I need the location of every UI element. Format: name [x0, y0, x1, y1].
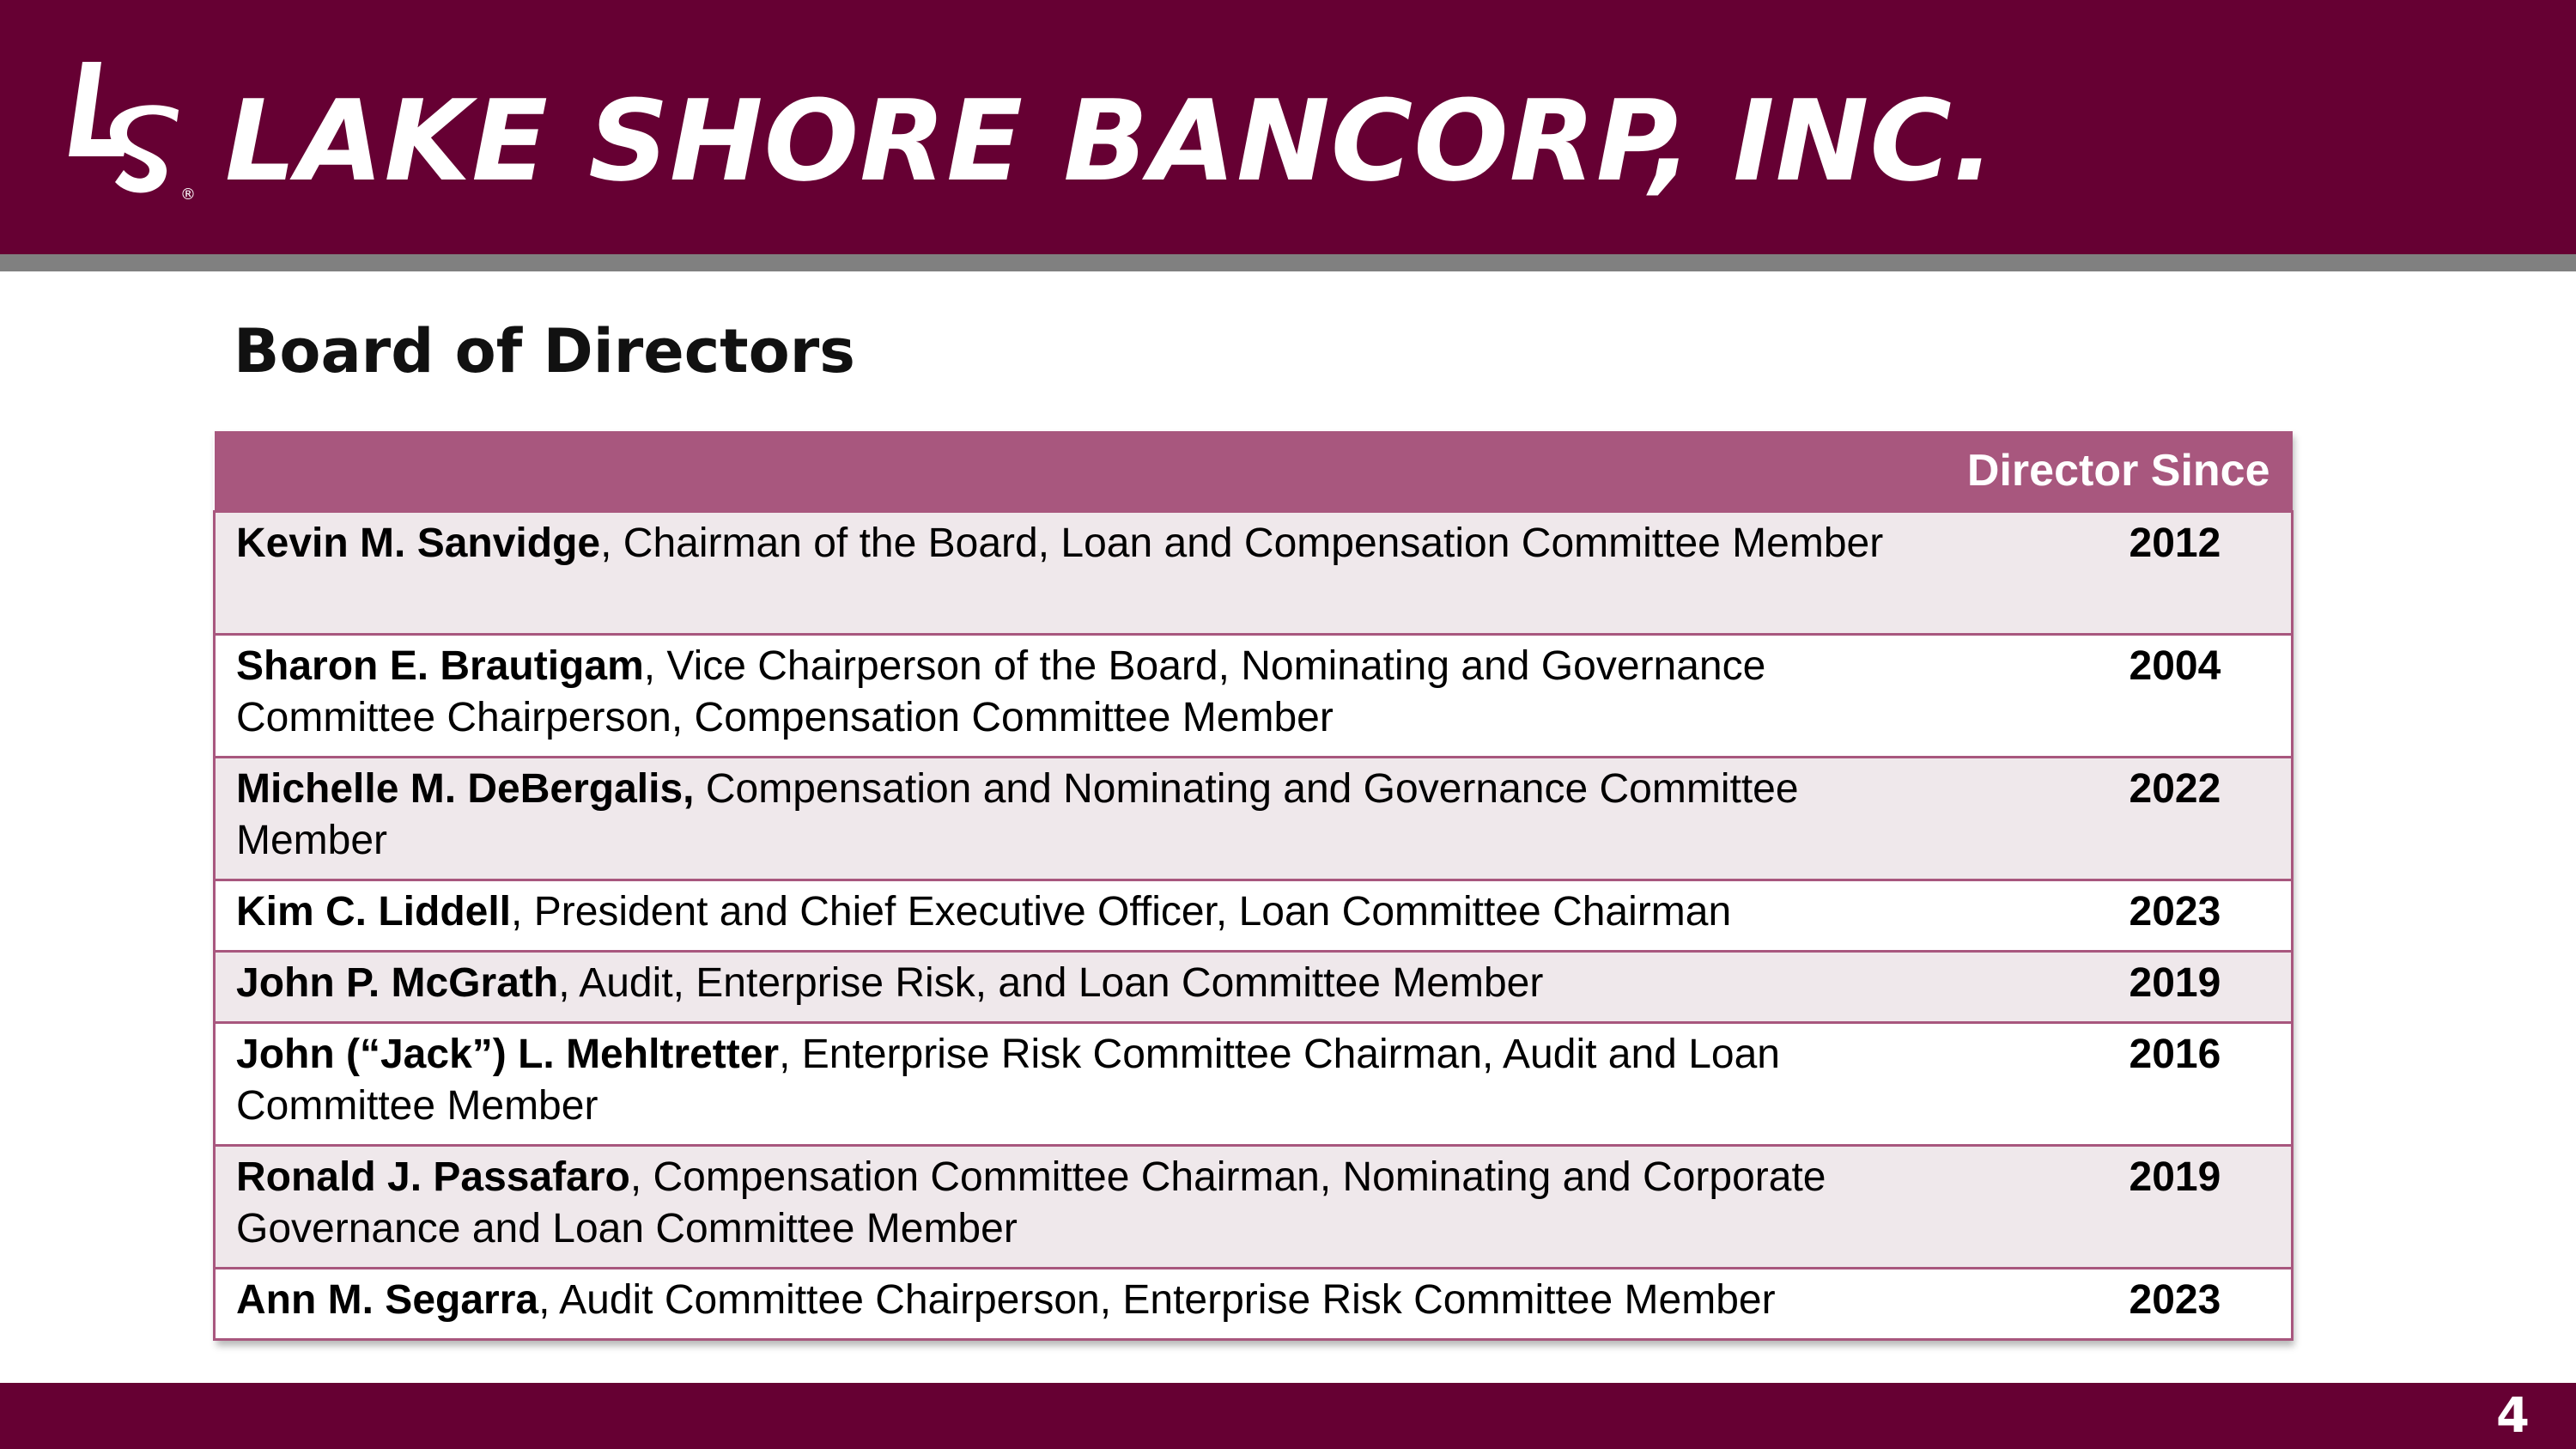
director-roles: , Audit Committee Chairperson, Enterprise Risk Committee Member	[538, 1277, 1776, 1323]
column-header-director-since: Director Since	[1932, 431, 2293, 512]
directors-table	[213, 431, 2291, 1341]
director-cell	[215, 758, 1932, 880]
director-roles: , Chairman of the Board, Loan and Compensation Committee Member	[600, 521, 1884, 566]
director-roles: , Compensation Committee Chairman, Nominating and Corporate Governance and Loan Committee Member	[236, 1154, 1826, 1251]
table-row	[215, 880, 2293, 952]
director-cell	[215, 512, 1932, 635]
director-since-cell	[1932, 512, 2293, 635]
director-since-cell	[1932, 635, 2293, 758]
director-since-year: 2012	[2129, 521, 2221, 566]
director-since-year: 2019	[2129, 1154, 2221, 1200]
table-row	[215, 512, 2293, 635]
director-roles: , Vice Chairperson of the Board, Nominating and Governance Committee Chairperson, Compensation Committee Member	[236, 643, 1766, 740]
director-cell	[215, 880, 1932, 952]
director-since-cell	[1932, 952, 2293, 1023]
director-name: Ann M. Segarra	[236, 1277, 539, 1323]
company-name: LAKE SHORE BANCORP, INC.	[225, 76, 1996, 206]
table-row	[215, 758, 2293, 880]
director-roles: , President and Chief Executive Officer, Loan Committee Chairman	[511, 889, 1732, 935]
director-since-year: 2016	[2129, 1032, 2221, 1077]
table-row	[215, 1023, 2293, 1146]
column-header-name	[215, 431, 1932, 512]
director-cell	[215, 1023, 1932, 1146]
director-name: Michelle M. DeBergalis,	[236, 766, 695, 812]
footer-bar	[0, 1383, 2576, 1449]
page-number: 4	[2496, 1388, 2530, 1444]
director-roles: , Audit, Enterprise Risk, and Loan Committee Member	[558, 960, 1544, 1006]
director-since-cell	[1932, 758, 2293, 880]
director-since-year: 2019	[2129, 960, 2221, 1006]
director-name: Ronald J. Passafaro	[236, 1154, 630, 1200]
director-since-cell	[1932, 1146, 2293, 1269]
director-name: John (“Jack”) L. Mehltretter	[236, 1032, 780, 1077]
director-roles: Compensation and Nominating and Governance Committee Member	[236, 766, 1799, 863]
page-title: Board of Directors	[234, 316, 855, 387]
table-row	[215, 1269, 2293, 1340]
director-cell	[215, 952, 1932, 1023]
director-name: Kevin M. Sanvidge	[236, 521, 601, 566]
table-row	[215, 635, 2293, 758]
director-name: John P. McGrath	[236, 960, 559, 1006]
table-header-row	[215, 431, 2293, 512]
director-since-year: 2023	[2129, 889, 2221, 935]
director-name: Sharon E. Brautigam	[236, 643, 644, 689]
director-since-cell	[1932, 880, 2293, 952]
director-since-cell	[1932, 1269, 2293, 1340]
table-row	[215, 1146, 2293, 1269]
header-stripe	[0, 254, 2576, 271]
director-since-cell	[1932, 1023, 2293, 1146]
director-since-year: 2023	[2129, 1277, 2221, 1323]
table-row	[215, 952, 2293, 1023]
registered-mark: ®	[180, 186, 196, 204]
company-logo	[67, 60, 196, 206]
director-cell	[215, 1269, 1932, 1340]
director-cell	[215, 1146, 1932, 1269]
director-since-year: 2004	[2129, 643, 2221, 689]
director-cell	[215, 635, 1932, 758]
director-since-year: 2022	[2129, 766, 2221, 812]
director-name: Kim C. Liddell	[236, 889, 512, 935]
director-roles: , Enterprise Risk Committee Chairman, Audit and Loan Committee Member	[236, 1032, 1780, 1129]
